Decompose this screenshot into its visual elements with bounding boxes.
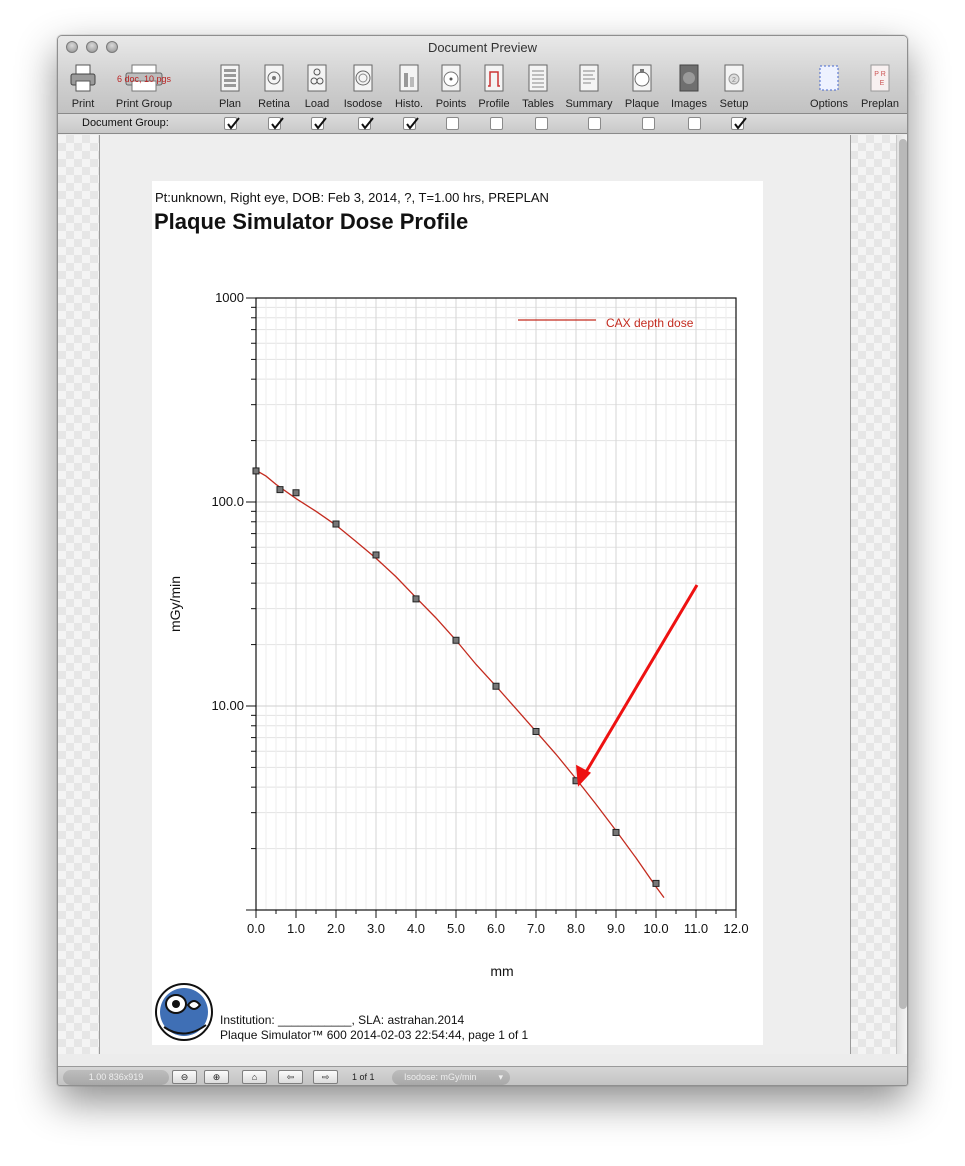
zoom-in-button[interactable]	[204, 1070, 229, 1084]
chevron-down-icon: ▾	[498, 1072, 503, 1082]
page-indicator: 1 of 1	[352, 1072, 375, 1082]
scroll-thumb[interactable]	[899, 139, 907, 1009]
x-axis-label: mm	[490, 963, 514, 979]
x-tick-label: 10.0	[643, 921, 669, 936]
x-tick-label: 12.0	[723, 921, 749, 936]
home-icon: ⌂	[251, 1072, 258, 1082]
tables-icon	[524, 63, 552, 93]
options-label: Options	[810, 98, 848, 110]
x-tick-label: 4.0	[406, 921, 426, 936]
svg-text:2: 2	[732, 77, 736, 84]
checkmark-icon	[269, 116, 285, 132]
series-line-cax-depth-dose	[256, 470, 664, 897]
page-canvas	[152, 181, 763, 1045]
preplan-button[interactable]	[861, 63, 899, 111]
page-header: Pt:unknown, Right eye, DOB: Feb 3, 2014, ?, T=1.00 hrs, PREPLAN	[155, 190, 549, 205]
footer-line-2: Plaque Simulator™ 600 2014-02-03 22:54:44, page 1 of 1	[220, 1028, 529, 1042]
zoom-out-button[interactable]	[172, 1070, 197, 1084]
histogram-icon	[395, 63, 423, 93]
document-group-checkbox-4[interactable]	[358, 117, 371, 130]
isodose-icon	[349, 63, 377, 93]
y-axis-label: mGy/min	[167, 576, 183, 632]
options-icon	[815, 63, 843, 93]
tool-isodose-label: Isodose	[343, 98, 383, 110]
tool-plaque[interactable]	[624, 63, 660, 111]
data-point-marker	[493, 683, 499, 689]
print-group-button[interactable]	[113, 63, 175, 111]
y-tick-label: 1000	[215, 290, 244, 305]
load-icon	[303, 63, 331, 93]
document-group-bar	[58, 114, 907, 134]
document-page	[152, 181, 763, 1045]
data-point-marker	[533, 728, 539, 734]
document-group-label: Document Group:	[82, 117, 169, 129]
eye-physics-logo	[156, 984, 212, 1040]
zoom-in-icon: ⊕	[212, 1072, 221, 1082]
checkmark-icon	[225, 116, 241, 132]
plaque-icon	[628, 63, 656, 93]
print-label: Print	[71, 98, 95, 110]
next-page-icon: ⇨	[321, 1072, 330, 1082]
tool-load[interactable]	[303, 63, 331, 111]
setup-icon	[720, 63, 748, 93]
y-tick-label: 100.0	[211, 494, 244, 509]
images-icon	[675, 63, 703, 93]
tool-images[interactable]	[670, 63, 708, 111]
tool-plaque-label: Plaque	[624, 98, 660, 110]
annotation-arrow-shaft	[582, 585, 697, 779]
document-group-checkbox-11[interactable]	[688, 117, 701, 130]
preplan-label: Preplan	[861, 98, 899, 110]
document-group-checkbox-9[interactable]	[588, 117, 601, 130]
x-tick-label: 6.0	[486, 921, 506, 936]
retina-icon	[260, 63, 288, 93]
preplan-icon	[866, 63, 894, 93]
svg-text:E: E	[879, 80, 885, 87]
tool-histo-label: Histo.	[394, 98, 424, 110]
data-point-marker	[453, 637, 459, 643]
tool-isodose[interactable]	[343, 63, 383, 111]
page-title: Plaque Simulator Dose Profile	[154, 209, 469, 234]
home-button[interactable]	[242, 1070, 267, 1084]
document-group-checkbox-8[interactable]	[535, 117, 548, 130]
tool-setup[interactable]	[720, 63, 748, 111]
previous-page-button[interactable]	[278, 1070, 303, 1084]
svg-text:P R: P R	[874, 71, 886, 78]
document-group-checkbox-5[interactable]	[403, 117, 416, 130]
tool-points-label: Points	[435, 98, 467, 110]
titlebar	[58, 36, 907, 114]
document-group-checkbox-2[interactable]	[268, 117, 281, 130]
legend-label: CAX depth dose	[606, 316, 694, 330]
checkmark-icon	[404, 116, 420, 132]
data-point-marker	[613, 829, 619, 835]
previous-page-icon: ⇦	[286, 1072, 295, 1082]
document-group-checkbox-1[interactable]	[224, 117, 237, 130]
data-point-marker	[293, 490, 299, 496]
status-bar	[58, 1066, 907, 1086]
x-tick-label: 1.0	[286, 921, 306, 936]
x-tick-label: 9.0	[606, 921, 626, 936]
document-group-checkbox-7[interactable]	[490, 117, 503, 130]
y-tick-label: 10.00	[211, 698, 244, 713]
preview-area	[58, 135, 896, 1054]
document-group-checkbox-10[interactable]	[642, 117, 655, 130]
checkmark-icon	[359, 116, 375, 132]
x-tick-label: 0.0	[246, 921, 266, 936]
tool-plan-label: Plan	[218, 98, 242, 110]
isodose-select-value: Isodose: mGy/min	[404, 1072, 477, 1082]
tool-tables-label: Tables	[522, 98, 554, 110]
next-page-button[interactable]	[313, 1070, 338, 1084]
data-point-marker	[277, 487, 283, 493]
isodose-select[interactable]	[392, 1070, 510, 1085]
profile-icon	[480, 63, 508, 93]
data-point-marker	[333, 521, 339, 527]
summary-icon	[575, 63, 603, 93]
tool-images-label: Images	[670, 98, 708, 110]
data-point-marker	[653, 880, 659, 886]
printer-icon	[69, 63, 97, 93]
data-point-marker	[413, 596, 419, 602]
points-icon	[437, 63, 465, 93]
x-tick-label: 2.0	[326, 921, 346, 936]
checkmark-icon	[312, 116, 328, 132]
options-button[interactable]	[810, 63, 848, 111]
tool-profile-label: Profile	[478, 98, 510, 110]
vertical-scrollbar[interactable]	[896, 135, 908, 1054]
document-group-checkbox-6[interactable]	[446, 117, 459, 130]
print-group-badge: 6 doc, 10 pgs	[116, 74, 172, 84]
x-tick-label: 8.0	[566, 921, 586, 936]
zoom-out-icon: ⊖	[180, 1072, 189, 1082]
print-group-label: Print Group	[115, 98, 173, 110]
document-group-checkbox-3[interactable]	[311, 117, 324, 130]
tool-setup-label: Setup	[719, 98, 749, 110]
checkmark-icon	[732, 116, 748, 132]
dose-profile-chart	[167, 290, 749, 979]
tool-retina-label: Retina	[258, 98, 290, 110]
zoom-readout: 1.00 836x919	[63, 1070, 169, 1085]
x-tick-label: 11.0	[683, 921, 709, 936]
x-tick-label: 3.0	[366, 921, 386, 936]
data-point-marker	[253, 468, 259, 474]
data-point-marker	[373, 552, 379, 558]
document-preview-window	[57, 35, 908, 1086]
document-group-checkbox-12[interactable]	[731, 117, 744, 130]
window-title: Document Preview	[427, 40, 538, 55]
tool-summary[interactable]	[565, 63, 613, 111]
tool-load-label: Load	[304, 98, 330, 110]
footer-line-1: Institution: ___________, SLA: astrahan.2014	[220, 1013, 465, 1027]
tool-tables[interactable]	[524, 63, 552, 111]
plan-icon	[216, 63, 244, 93]
tool-summary-label: Summary	[565, 98, 613, 110]
x-tick-label: 7.0	[526, 921, 546, 936]
x-tick-label: 5.0	[446, 921, 466, 936]
